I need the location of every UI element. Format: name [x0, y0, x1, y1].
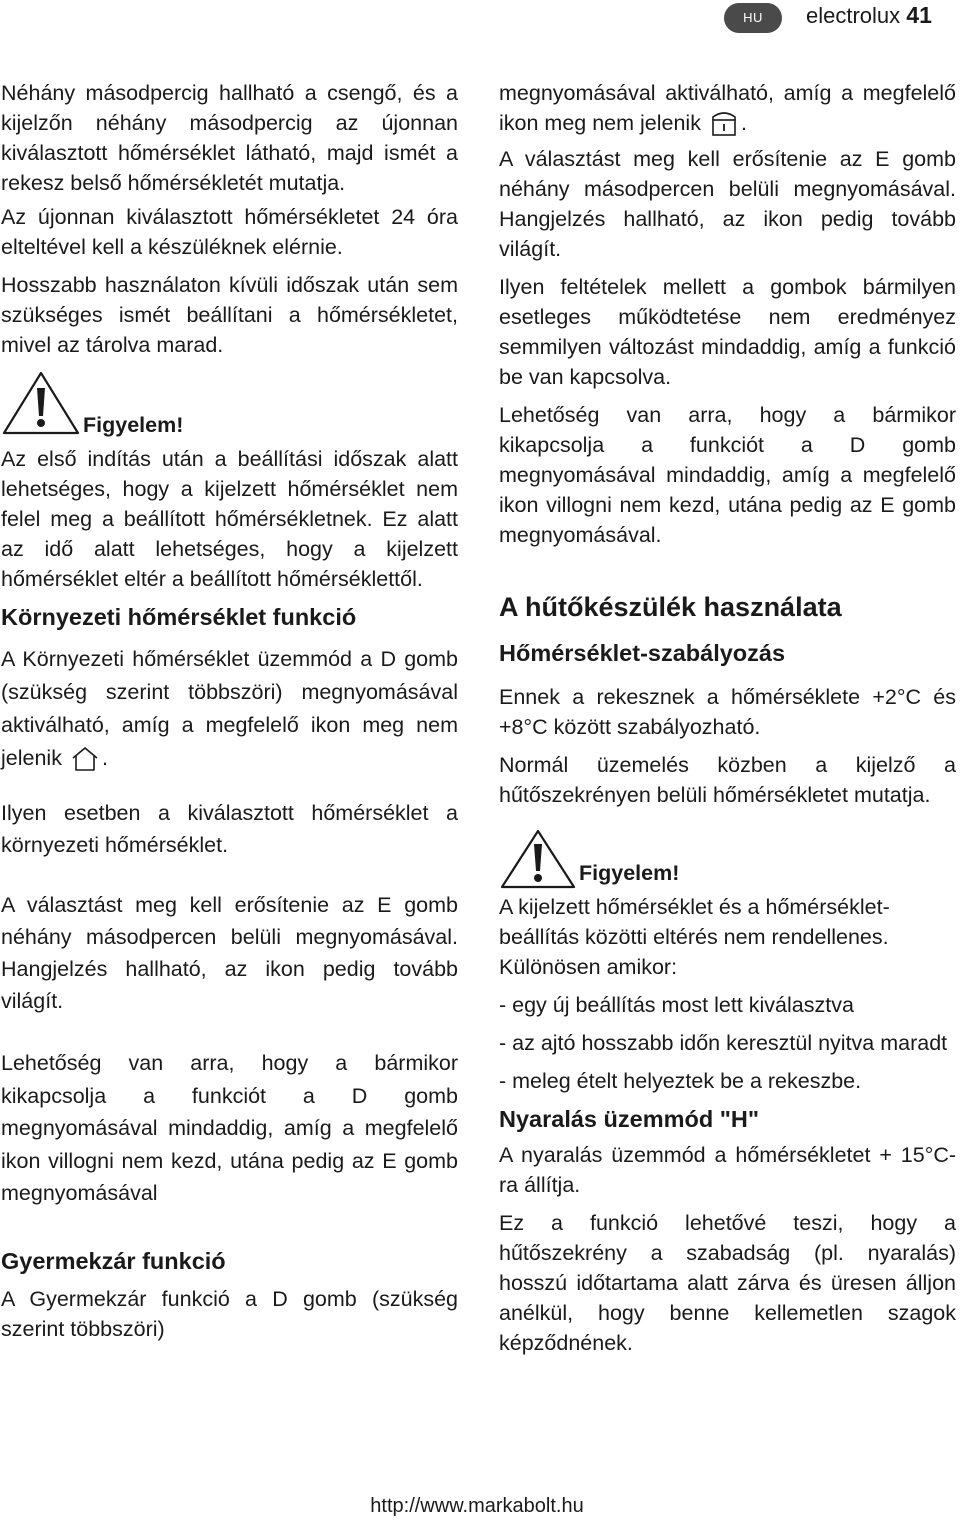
paragraph-text: A Környezeti hőmérséklet üzemmód a D gomb (szükség szerint többszöri) megnyomásával aktiválható, amíg a megfelelő ikon meg nem jelenik — [1, 647, 458, 770]
paragraph: Lehetőség van arra, hogy a bármikor kikapcsolja a funkciót a D gomb megnyomásával mindaddig, amíg a megfelelő ikon villogni nem kezd, utána pedig az E gomb megnyomásával — [1, 1051, 458, 1205]
footer-url[interactable]: http://www.markabolt.hu — [370, 1495, 584, 1517]
paragraph: A nyaralás üzemmód a hőmérsékletet + 15°C-ra állítja. — [499, 1143, 956, 1198]
warning-block — [499, 828, 956, 892]
section-heading: Hőmérséklet-szabályozás — [499, 640, 786, 667]
brand-and-page-number — [806, 2, 932, 29]
warning-title: Figyelem! — [579, 861, 680, 886]
list-item: - az ajtó hosszabb időn keresztül nyitva maradt — [499, 1031, 948, 1056]
left-column — [1, 78, 458, 1344]
paragraph: Normál üzemelés közben a kijelző a hűtőszekrényen belüli hőmérsékletet mutatja. — [499, 753, 956, 808]
paragraph: Néhány másodpercig hallható a csengő, és a kijelzőn néhány másodpercig az újonnan kiválasztott hőmérséklet látható, majd ismét a rekesz belső hőmérsékletét mutatja. — [1, 81, 458, 195]
section-heading: Környezeti hőmérséklet funkció — [1, 604, 357, 630]
list-item: - egy új beállítás most lett kiválasztva — [499, 993, 854, 1018]
right-column — [499, 78, 956, 1358]
section-heading: Gyermekzár funkció — [1, 1247, 226, 1274]
chapter-heading: A hűtőkészülék használata — [499, 592, 842, 623]
paragraph: Ennek a rekesznek a hőmérséklete +2°C és +8°C között szabályozható. — [499, 685, 956, 740]
paragraph: A kijelzett hőmérséklet és a hőmérséklet-beállítás közötti eltérés nem rendellenes. Különösen amikor: — [499, 895, 890, 980]
warning-block — [1, 370, 458, 437]
list-item: - meleg ételt helyeztek be a rekeszbe. — [499, 1069, 862, 1094]
paragraph: Ilyen feltételek mellett a gombok bármilyen esetleges működtetése nem eredményez semmilyen változást mindaddig, amíg a funkció be van kapcsolva. — [499, 275, 956, 390]
paragraph — [1, 643, 458, 775]
brand-name: electrolux — [806, 3, 901, 28]
section-heading: Nyaralás üzemmód "H" — [499, 1106, 759, 1133]
lock-icon — [709, 110, 739, 138]
paragraph-text: megnyomásával aktiválható, amíg a megfelelő ikon meg nem jelenik — [499, 81, 956, 135]
paragraph: Lehetőség van arra, hogy a bármikor kikapcsolja a funkciót a D gomb megnyomásával mindaddig, amíg a megfelelő ikon villogni nem kezd, utána pedig az E gomb megnyomásával. — [499, 403, 956, 548]
paragraph — [499, 78, 956, 138]
paragraph: A választást meg kell erősítenie az E gomb néhány másodpercen belüli megnyomásával. Hangjelzés hallható, az ikon pedig tovább világít. — [499, 147, 956, 262]
paragraph: Ilyen esetben a kiválasztott hőmérséklet a környezeti hőmérséklet. — [1, 801, 458, 857]
page-header — [0, 0, 960, 32]
paragraph: Az újonnan kiválasztott hőmérsékletet 24 óra elteltével kell a készüléknek elérnie. — [1, 205, 458, 259]
house-icon — [70, 745, 100, 773]
warning-triangle-icon — [1, 370, 81, 436]
page-number: 41 — [906, 2, 932, 28]
page-footer — [0, 1495, 960, 1518]
warning-title: Figyelem! — [83, 413, 184, 437]
paragraph: Ez a funkció lehetővé teszi, hogy a hűtőszekrény a szabadság (pl. nyaralás) hosszú időtartama alatt zárva és üresen álljon anélkül, hogy benne kellemetlen szagok képződnének. — [499, 1211, 956, 1356]
paragraph-text-end: . — [740, 111, 747, 135]
paragraph: A Gyermekzár funkció a D gomb (szükség szerint többszöri) — [1, 1286, 458, 1341]
language-badge: HU — [724, 3, 782, 33]
paragraph: Hosszabb használaton kívüli időszak után sem szükséges ismét beállítani a hőmérsékletet, mivel az tárolva marad. — [1, 273, 458, 357]
paragraph-text-end: . — [101, 746, 108, 770]
paragraph: Az első indítás után a beállítási időszak alatt lehetséges, hogy a kijelzett hőmérséklet nem felel meg a beállított hőmérsékletnek. Ez alatt az idő alatt lehetséges, hogy a kijelzett hőmérséklet eltér a beállított hőmérséklettől. — [1, 447, 458, 591]
paragraph: A választást meg kell erősítenie az E gomb néhány másodpercen belüli megnyomásával. Hangjelzés hallható, az ikon pedig tovább világít. — [1, 893, 458, 1013]
warning-triangle-icon — [499, 828, 577, 890]
